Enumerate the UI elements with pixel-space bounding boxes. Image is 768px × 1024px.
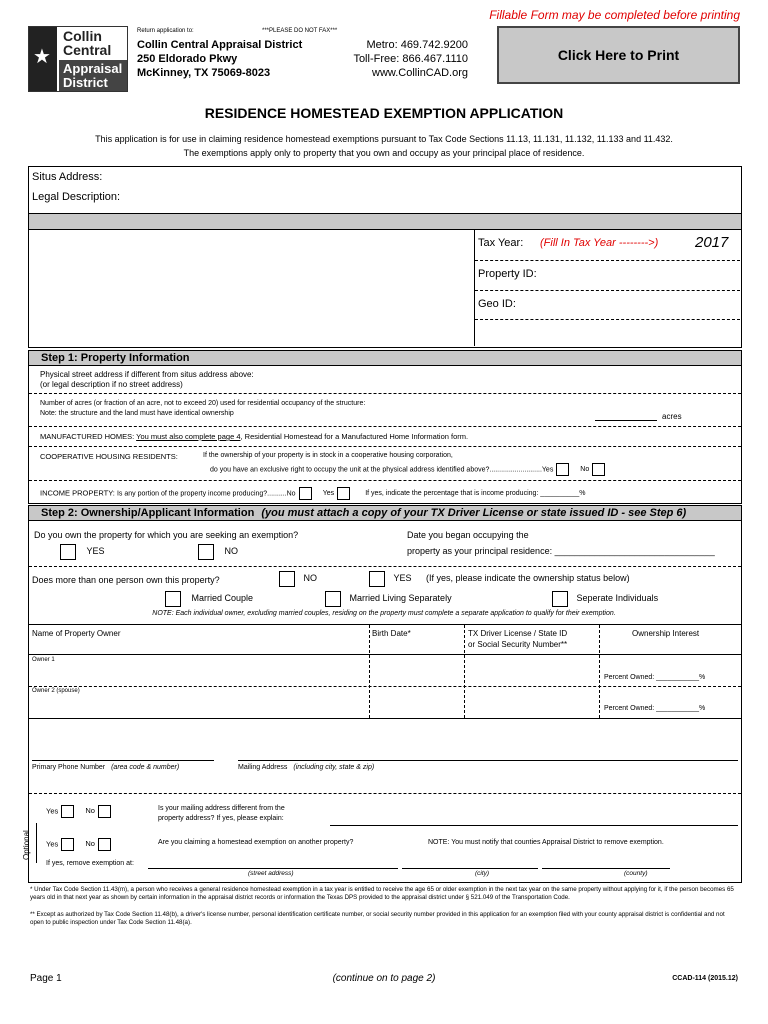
- step1-heading: Step 1: Property Information: [41, 352, 190, 364]
- org-city: McKinney, TX 75069-8023: [137, 67, 271, 79]
- logo-line-district: District: [63, 75, 108, 90]
- col-ownership-interest: Ownership Interest: [632, 629, 700, 638]
- footnote-birthdate: * Under Tax Code Section 11.43(m), a person who receives a general residence homestead exemption in a tax year is entitled to receive the age 65 or older exemption in the next tax year on the same property without applying for it, if the person becomes 65 years old in that next year as shown by certain information in the appraisal district records or information the Texas DPS provided to the appraisal district under § 521.049 of the Transportation Code.: [30, 886, 734, 901]
- step2-header: [28, 505, 742, 521]
- remove-city-field[interactable]: [402, 868, 538, 869]
- owner-table-bottom: [29, 718, 741, 719]
- optional-bracket: [36, 823, 37, 863]
- acres-field[interactable]: [595, 420, 657, 421]
- married-separate-option: [325, 591, 452, 607]
- mailing-label: Mailing Address: [238, 764, 288, 771]
- logo-line-central: Central: [63, 42, 112, 58]
- coop-row: [210, 463, 608, 476]
- metro-phone: Metro: 469.742.9200: [366, 39, 468, 51]
- intro-line-1: This application is for use in claiming residence homestead exemptions pursuant to Tax Code Sections 11.13, 11.131, 11.132, 11.133 and 11.432.: [95, 134, 673, 144]
- other-homestead-options: [46, 838, 114, 851]
- acres-unit: acres: [662, 412, 682, 421]
- coop-line-1: If the ownership of your property is in stock in a cooperative housing corporation,: [203, 452, 453, 459]
- married-separate-label: Married Living Separately: [349, 593, 452, 604]
- fillable-note: Fillable Form may be completed before printing: [489, 8, 740, 22]
- mail-diff-no-checkbox[interactable]: [98, 805, 111, 818]
- logo-line-appraisal: Appraisal: [63, 61, 123, 76]
- county-hint: (county): [624, 870, 648, 877]
- own-yes-checkbox[interactable]: [60, 544, 76, 560]
- phone-label: Primary Phone Number: [32, 764, 106, 771]
- multi-owner-question: Does more than one person own this property?: [32, 575, 220, 585]
- situs-address-label: Situs Address:: [32, 171, 103, 183]
- separate-option: [552, 591, 658, 607]
- acres-label: Number of acres (or fraction of an acre, not to exceed 20) used for residential occupancy of the structure:: [40, 400, 366, 407]
- org-name: Collin Central Appraisal District: [137, 39, 303, 51]
- multi-yes-note: (If yes, please indicate the ownership status below): [426, 573, 630, 584]
- other-no-checkbox[interactable]: [98, 838, 111, 851]
- no-fax-note: ***PLEASE DO NOT FAX***: [262, 28, 338, 34]
- phone-hint: (area code & number): [111, 764, 180, 771]
- col-dl-line-2: or Social Security Number**: [468, 640, 568, 649]
- coop-question: do you have an exclusive right to occupy the unit at the physical address identified above?...........................Yes: [210, 466, 554, 474]
- income-question: Is any portion of the property income producing?..........No: [116, 490, 296, 498]
- date-occupy-field[interactable]: property as your principal residence: ________________________________: [407, 546, 715, 556]
- legal-description-label: Legal Description:: [32, 191, 121, 203]
- own-no-option: [198, 544, 238, 560]
- tax-year-line: [475, 260, 740, 261]
- step2-line-optional: [29, 793, 741, 794]
- multi-yes-label: YES: [393, 573, 412, 584]
- manufactured-homes-row: [40, 432, 468, 441]
- tax-year-hint: (Fill In Tax Year -------->): [540, 237, 659, 249]
- mailing-hint: (including city, state & zip): [293, 764, 375, 771]
- owner-table-header-line: [29, 654, 741, 655]
- property-id-label: Property ID:: [478, 268, 537, 280]
- physical-address-note: (or legal description if no street address): [40, 380, 183, 389]
- step1-header: [28, 350, 742, 366]
- situs-gray-band: [29, 213, 741, 230]
- mail-diff-options: [46, 805, 114, 818]
- remove-exemption-label: If yes, remove exemption at:: [46, 860, 134, 867]
- mail-diff-yes-checkbox[interactable]: [61, 805, 74, 818]
- footnote-confidential: ** Except as authorized by Tax Code Section 11.48(b), a driver's license number, personal identification certificate number, or social security number provided in this application for an exemption filed with your county appraisal district is confidential and not open to public inspection under Tax Code Section 11.48(a).: [30, 911, 725, 926]
- multi-yes-option: [369, 571, 630, 587]
- owner-table-divider-3: [599, 625, 600, 718]
- mail-diff-question-2: property address? If yes, please explain:: [158, 815, 284, 822]
- geo-id-line: [475, 319, 740, 320]
- tax-year-value[interactable]: 2017: [695, 234, 729, 251]
- acres-note: Note: the structure and the land must have identical ownership: [40, 410, 234, 417]
- step1-line-2: [29, 426, 741, 427]
- other-no-label: No: [85, 839, 95, 849]
- col-owner-name: Name of Property Owner: [32, 629, 121, 638]
- separate-checkbox[interactable]: [552, 591, 568, 607]
- return-label: Return application to:: [137, 28, 194, 34]
- income-label: INCOME PROPERTY:: [40, 488, 115, 498]
- page-title: RESIDENCE HOMESTEAD EXEMPTION APPLICATION: [204, 105, 564, 121]
- mail-diff-no-label: No: [85, 806, 95, 816]
- multi-yes-checkbox[interactable]: [369, 571, 385, 587]
- org-street: 250 Eldorado Pkwy: [137, 53, 238, 65]
- step2-heading: Step 2: Ownership/Applicant Information: [41, 507, 255, 519]
- separate-application-note: NOTE: Each individual owner, excluding married couples, residing on the property must complete a separate application to qualify for their exemption.: [152, 610, 616, 617]
- city-hint: (city): [475, 870, 490, 877]
- income-percentage: If yes, indicate the percentage that is income producing: __________%: [365, 490, 586, 498]
- manufactured-homes-text: , Residential Homestead for a Manufactured Home Information form.: [240, 432, 469, 441]
- manufactured-homes-link[interactable]: You must also complete page 4: [136, 432, 241, 441]
- coop-label: COOPERATIVE HOUSING RESIDENTS:: [40, 452, 178, 461]
- street-hint: (street address): [248, 870, 294, 877]
- income-yes-checkbox[interactable]: [337, 487, 350, 500]
- tollfree-phone: Toll-Free: 866.467.1110: [353, 53, 468, 65]
- continue-note: (continue on to page 2): [332, 973, 436, 984]
- step1-line-3: [29, 446, 741, 447]
- owner-row-divider: [29, 686, 741, 687]
- star-panel: [29, 27, 57, 91]
- step2-line-1: [29, 566, 741, 567]
- logo-line-collin: Collin: [63, 28, 102, 44]
- manufactured-homes-label: MANUFACTURED HOMES:: [40, 432, 135, 441]
- property-id-line: [475, 290, 740, 291]
- physical-address-label: Physical street address if different from situs address above:: [40, 370, 254, 379]
- situs-box: [28, 166, 742, 348]
- print-button[interactable]: Click Here to Print: [497, 26, 740, 84]
- separate-label: Seperate Individuals: [576, 593, 659, 604]
- owner-2-percent[interactable]: Percent Owned: ___________%: [604, 705, 706, 712]
- owner-2-label: Owner 2 (spouse): [32, 688, 80, 694]
- cad-logo: [28, 26, 128, 92]
- intro-line-2: The exemptions apply only to property that you own and occupy as your principal place of residence.: [183, 148, 585, 158]
- married-option: [165, 591, 253, 607]
- mail-diff-question-1: Is your mailing address different from the: [158, 805, 285, 812]
- own-no-label: NO: [224, 546, 239, 557]
- coop-no-label: No: [580, 466, 590, 474]
- mail-diff-yes-label: Yes: [46, 806, 59, 816]
- own-yes-label: YES: [86, 546, 105, 557]
- date-occupy-question: Date you began occupying the: [407, 530, 529, 540]
- mail-diff-explain-field[interactable]: [330, 825, 738, 826]
- remove-county-field[interactable]: [542, 868, 670, 869]
- col-birth-date: Birth Date*: [372, 629, 411, 638]
- phone-field[interactable]: [32, 760, 214, 761]
- own-property-options: [60, 544, 105, 560]
- tax-info-divider: [474, 229, 475, 346]
- income-yes-label: Yes: [322, 490, 335, 498]
- website: www.CollinCAD.org: [372, 67, 468, 79]
- other-yes-checkbox[interactable]: [61, 838, 74, 851]
- owner-1-percent[interactable]: Percent Owned: ___________%: [604, 674, 706, 681]
- married-checkbox[interactable]: [165, 591, 181, 607]
- geo-id-label: Geo ID:: [478, 298, 516, 310]
- tax-year-label: Tax Year:: [478, 237, 524, 249]
- own-property-question: Do you own the property for which you are seeking an exemption?: [34, 530, 299, 540]
- other-yes-label: Yes: [46, 839, 59, 849]
- owner-1-label: Owner 1: [32, 657, 55, 663]
- mailing-row: [238, 764, 374, 771]
- remove-street-field[interactable]: [148, 868, 398, 869]
- owner-table-top: [29, 624, 741, 625]
- other-homestead-note: NOTE: You must notify that counties Appraisal District to remove exemption.: [428, 839, 664, 846]
- phone-row: [32, 764, 179, 771]
- married-label: Married Couple: [191, 593, 254, 604]
- multi-no-checkbox[interactable]: [279, 571, 295, 587]
- star-icon: ★: [33, 46, 51, 68]
- step1-line-1: [29, 393, 741, 394]
- mailing-field[interactable]: [238, 760, 738, 761]
- coop-no-checkbox[interactable]: [592, 463, 605, 476]
- step2-heading-note: (you must attach a copy of your TX Driver License or state issued ID - see Step 6): [261, 507, 687, 519]
- income-row: [40, 487, 585, 500]
- married-separate-checkbox[interactable]: [325, 591, 341, 607]
- page-number: Page 1: [30, 973, 62, 984]
- income-no-checkbox[interactable]: [299, 487, 312, 500]
- form-id: CCAD-114 (2015.12): [672, 975, 738, 982]
- owner-table-divider-2: [464, 625, 465, 718]
- col-dl-line-1: TX Driver License / State ID: [468, 629, 568, 638]
- other-homestead-question: Are you claiming a homestead exemption on another property?: [158, 839, 354, 846]
- multi-no-label: NO: [303, 573, 318, 584]
- own-no-checkbox[interactable]: [198, 544, 214, 560]
- optional-label: Optional: [22, 830, 31, 860]
- step1-line-4: [29, 480, 741, 481]
- multi-no-option: [279, 571, 317, 587]
- owner-table-divider-1: [369, 625, 370, 718]
- coop-yes-checkbox[interactable]: [556, 463, 569, 476]
